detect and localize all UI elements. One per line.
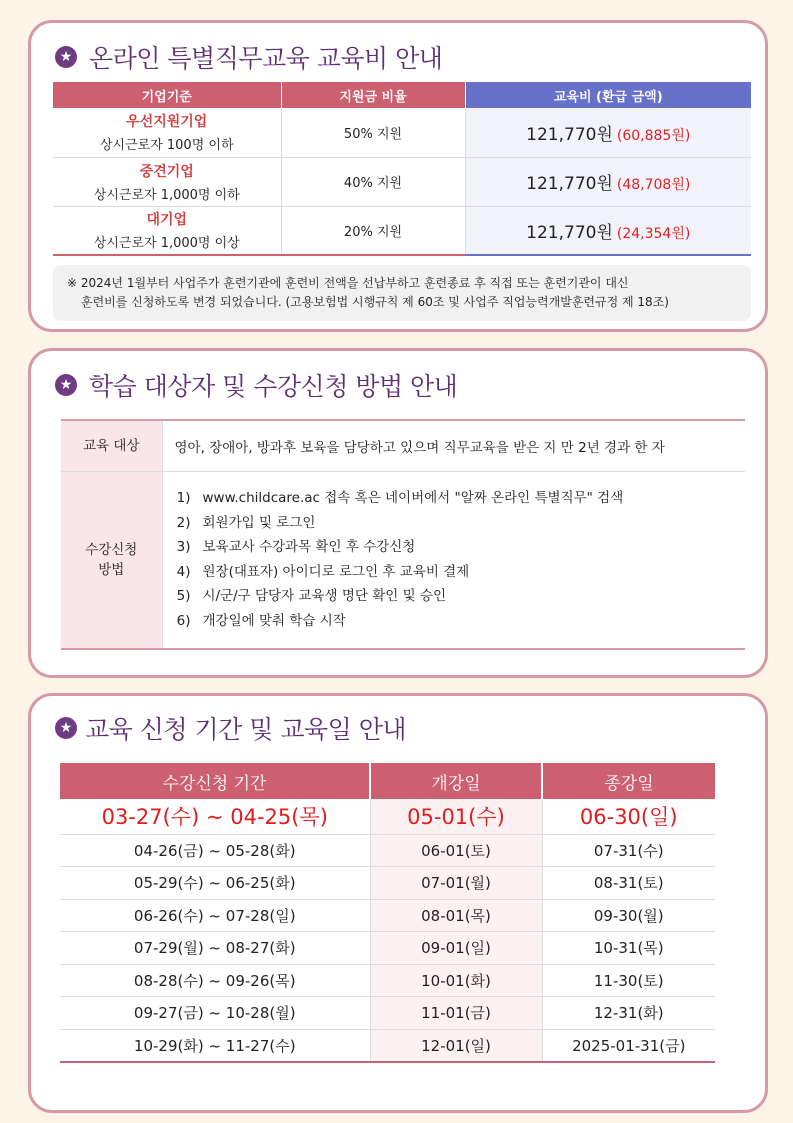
company-type: 우선지원기업: [126, 114, 208, 131]
column-header: 수강신청 기간: [60, 763, 370, 799]
section-title: 온라인 특별직무교육 교육비 안내: [89, 44, 443, 73]
fee-price: 121,770원: [526, 174, 613, 194]
fee-price: 121,770원: [526, 222, 613, 243]
company-type: 대기업: [146, 212, 188, 229]
company-condition: 상시근로자 1,000명 이상: [93, 236, 240, 252]
enroll-period: 08-28(수) ~ 09-26(목): [60, 964, 370, 997]
start-date: 05-01(수): [370, 799, 542, 834]
column-header: 지원금 비율: [281, 82, 465, 108]
end-date: 06-30(일): [542, 799, 715, 834]
table-row: [53, 206, 751, 255]
section-title-row: [55, 367, 457, 403]
table-row: [60, 932, 715, 965]
step-text: 개강일에 맞춰 학습 시작: [202, 612, 346, 629]
step-number: 4): [176, 563, 191, 580]
column-header: 종강일: [542, 763, 715, 799]
list-item: [175, 511, 746, 536]
table-row: [53, 157, 751, 206]
end-date: 12-31(화): [542, 997, 715, 1030]
start-date: 06-01(토): [370, 834, 542, 867]
start-date: 10-01(화): [370, 964, 542, 997]
enroll-period: 04-26(금) ~ 05-28(화): [60, 834, 370, 867]
section-title: 교육 신청 기간 및 교육일 안내: [85, 715, 407, 744]
end-date: 09-30(월): [542, 899, 715, 932]
table-row: [60, 799, 715, 834]
enroll-period: 03-27(수) ~ 04-25(목): [60, 799, 370, 834]
section-title: 학습 대상자 및 수강신청 방법 안내: [89, 372, 458, 401]
method-label: [61, 471, 162, 649]
fee-table: [53, 82, 751, 256]
support-ratio: 40% 지원: [281, 157, 465, 206]
enroll-period: 05-29(수) ~ 06-25(화): [60, 867, 370, 900]
notice-box: [53, 265, 751, 321]
list-item: [175, 609, 746, 634]
enroll-period: 10-29(화) ~ 11-27(수): [60, 1029, 370, 1062]
step-number: 1): [176, 490, 191, 507]
enroll-period: 06-26(수) ~ 07-28(일): [60, 899, 370, 932]
step-text: 회원가입 및 로그인: [202, 514, 316, 531]
column-header: 개강일: [370, 763, 542, 799]
step-number: 2): [176, 514, 191, 531]
enrollment-steps: [175, 486, 746, 633]
end-date: 08-31(토): [542, 867, 715, 900]
target-label: 교육 대상: [61, 420, 162, 471]
enrollment-table: [61, 419, 745, 650]
section-title-row: [55, 39, 442, 75]
end-date: 10-31(목): [542, 932, 715, 965]
target-value: 영아, 장애아, 방과후 보육을 담당하고 있으며 직무교육을 받은 지 만 2년 경과 한 자: [162, 420, 745, 471]
method-label-line: 방법: [98, 561, 125, 578]
enroll-period: 07-29(월) ~ 08-27(화): [60, 932, 370, 965]
end-date: 07-31(수): [542, 834, 715, 867]
star-icon: ★: [55, 717, 77, 739]
company-type: 중견기업: [139, 163, 194, 180]
refund-amount: (24,354원): [616, 225, 691, 242]
table-row: [61, 420, 745, 471]
table-row: [60, 1029, 715, 1062]
schedule-card: [28, 693, 768, 1113]
enrollment-info-card: [28, 348, 768, 678]
table-row: [61, 471, 745, 649]
start-date: 11-01(금): [370, 997, 542, 1030]
star-icon: ★: [55, 46, 77, 68]
list-item: [175, 560, 746, 585]
table-row: [60, 997, 715, 1030]
table-row: [60, 964, 715, 997]
end-date: 2025-01-31(금): [542, 1029, 715, 1062]
fee-price: 121,770원: [526, 124, 613, 145]
column-header: 기업기준: [53, 82, 281, 108]
end-date: 11-30(토): [542, 964, 715, 997]
step-number: 3): [176, 539, 191, 556]
star-icon: ★: [55, 374, 77, 396]
list-item: [175, 535, 746, 560]
section-title-row: [55, 710, 406, 746]
step-text: 시/군/구 담당자 교육생 명단 확인 및 승인: [202, 588, 446, 605]
step-number: 6): [176, 612, 191, 629]
table-row: [53, 108, 751, 157]
notice-line: 훈련비를 신청하도록 변경 되었습니다. (고용보험법 시행규칙 제 60조 및 사업주 직업능력개발훈련규정 제 18조): [81, 295, 669, 309]
refund-amount: (48,708원): [616, 177, 691, 193]
list-item: [175, 584, 746, 609]
step-text: www.childcare.ac 접속 혹은 네이버에서 "알짜 온라인 특별직무" 검색: [202, 490, 624, 507]
step-text: 보육교사 수강과목 확인 후 수강신청: [202, 539, 416, 556]
start-date: 07-01(월): [370, 867, 542, 900]
support-ratio: 50% 지원: [281, 108, 465, 157]
start-date: 12-01(일): [370, 1029, 542, 1062]
list-item: [175, 486, 746, 511]
enroll-period: 09-27(금) ~ 10-28(월): [60, 997, 370, 1030]
method-label-line: 수강신청: [85, 541, 138, 558]
support-ratio: 20% 지원: [281, 206, 465, 255]
notice-line: ※ 2024년 1월부터 사업주가 훈련기관에 훈련비 전액을 선납부하고 훈련종료 후 직접 또는 훈련기관이 대신: [67, 276, 629, 290]
step-number: 5): [176, 588, 191, 605]
refund-amount: (60,885원): [616, 127, 691, 144]
company-condition: 상시근로자 100명 이하: [99, 138, 234, 154]
table-row: [60, 834, 715, 867]
start-date: 09-01(일): [370, 932, 542, 965]
column-header: 교육비 (환급 금액): [465, 82, 751, 108]
schedule-table: [60, 763, 715, 1063]
fee-info-card: [28, 20, 768, 332]
step-text: 원장(대표자) 아이디로 로그인 후 교육비 결제: [202, 563, 470, 580]
company-condition: 상시근로자 1,000명 이하: [93, 187, 240, 203]
start-date: 08-01(목): [370, 899, 542, 932]
table-row: [60, 899, 715, 932]
table-row: [60, 867, 715, 900]
